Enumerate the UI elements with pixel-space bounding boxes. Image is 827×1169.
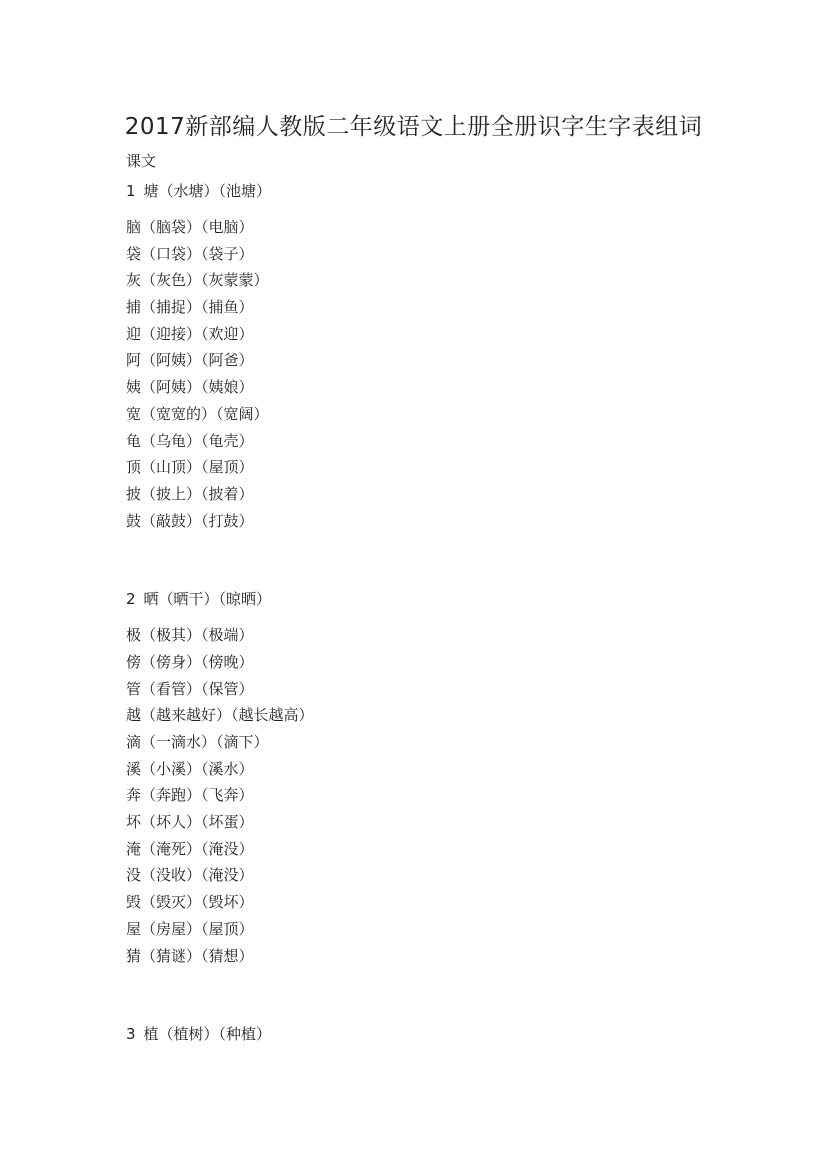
word-row: 奔（奔跑）（飞奔） bbox=[126, 786, 254, 805]
word-row: 没（没收）（淹没） bbox=[126, 866, 254, 885]
lesson-number: 1 bbox=[126, 182, 136, 200]
word-row: 龟（乌龟）（龟壳） bbox=[126, 431, 254, 450]
word-row: 捕（捕捉）（捕鱼） bbox=[126, 298, 254, 317]
title-text: 新部编人教版二年级语文上册全册识字生字表组词 bbox=[185, 114, 703, 140]
document-body bbox=[126, 148, 766, 1099]
word-row: 越（越来越好）（越长越高） bbox=[126, 706, 314, 725]
word-row: 脑（脑袋）（电脑） bbox=[126, 218, 254, 236]
lesson-head-word: 晒（晒干）（晾晒） bbox=[143, 590, 272, 609]
word-row: 阿（阿姨）（阿爸） bbox=[126, 351, 254, 370]
lesson-number: 3 bbox=[126, 1025, 136, 1044]
lesson-block-3 bbox=[126, 1021, 766, 1047]
title-year: 2017 bbox=[124, 114, 186, 140]
word-row: 披（披上）（披着） bbox=[126, 484, 254, 503]
word-row: 迎（迎接）（欢迎） bbox=[126, 324, 254, 343]
lesson-head-word: 塘（水塘）（池塘） bbox=[143, 182, 272, 200]
section-label: 课文 bbox=[126, 152, 157, 170]
word-row: 毁（毁灭）（毁坏） bbox=[126, 893, 254, 912]
word-row: 灰（灰色）（灰蒙蒙） bbox=[126, 271, 269, 290]
lesson-heading bbox=[126, 178, 766, 204]
lesson-block-2 bbox=[126, 586, 766, 969]
lesson-number: 2 bbox=[126, 590, 136, 609]
lesson-heading bbox=[126, 586, 766, 612]
word-row: 管（看管）（保管） bbox=[126, 679, 254, 698]
word-row: 极（极其）（极端） bbox=[126, 626, 254, 645]
word-row: 坏（坏人）（坏蛋） bbox=[126, 813, 254, 832]
word-row: 姨（阿姨）（姨娘） bbox=[126, 378, 254, 397]
word-row: 溪（小溪）（溪水） bbox=[126, 759, 254, 778]
word-row: 滴（一滴水）（滴下） bbox=[126, 733, 269, 751]
word-row: 顶（山顶）（屋顶） bbox=[126, 458, 254, 477]
word-row: 袋（口袋）（袋子） bbox=[126, 244, 254, 263]
word-row: 鼓（敲鼓）（打鼓） bbox=[126, 511, 254, 530]
lesson-heading bbox=[126, 1021, 766, 1047]
document-title bbox=[0, 108, 827, 141]
word-row: 猜（猜谜）（猜想） bbox=[126, 946, 254, 965]
word-row: 傍（傍身）（傍晚） bbox=[126, 652, 254, 671]
lesson-head-word: 植（植树）（种植） bbox=[143, 1025, 272, 1044]
word-row: 屋（房屋）（屋顶） bbox=[126, 919, 254, 938]
word-row: 宽（宽宽的）（宽阔） bbox=[126, 404, 269, 423]
lesson-block-1 bbox=[126, 178, 766, 534]
word-row: 淹（淹死）（淹没） bbox=[126, 839, 254, 858]
